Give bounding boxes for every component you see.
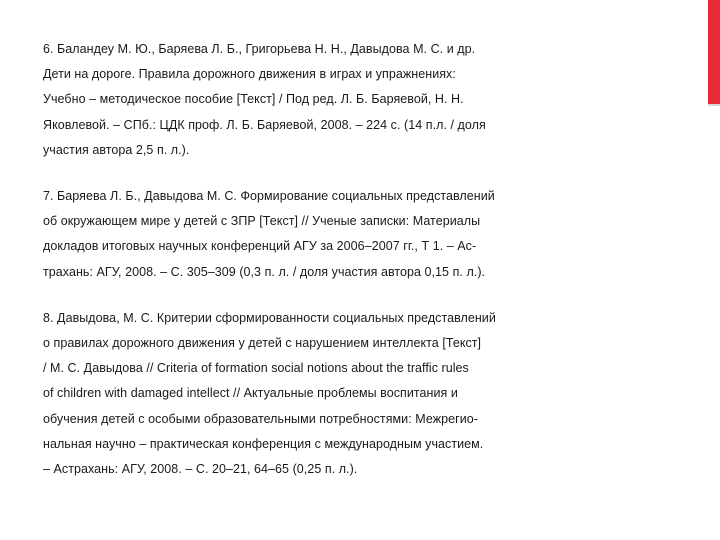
reference-line: of children with damaged intellect // Актуальные проблемы воспитания и [43,386,458,401]
reference-line: об окружающем мире у детей с ЗПР [Текст] // Ученые записки: Материалы [43,214,481,229]
accent-divider [708,104,720,106]
reference-line: докладов итоговых научных конференций АГУ за 2006–2007 гг., Т 1. – Ас- [43,239,477,254]
reference-item-6 [43,37,683,163]
reference-list [43,37,683,503]
reference-item-7 [43,184,683,285]
reference-line: 6. Баландеу М. Ю., Баряева Л. Б., Григорьева Н. Н., Давыдова М. С. и др. [43,42,476,56]
reference-line: – Астрахань: АГУ, 2008. – С. 20–21, 64–65 (0,25 п. л.). [43,462,358,477]
reference-line: 7. Баряева Л. Б., Давыдова М. С. Формирование социальных представлений [43,189,495,204]
reference-line: обучения детей с особыми образовательными потребностями: Межрегио- [43,411,478,426]
reference-line: Учебно – методическое пособие [Текст] / Под ред. Л. Б. Баряевой, Н. Н. [43,92,464,107]
reference-line: нальная научно – практическая конференция с международным участием. [43,436,484,451]
reference-line: участия автора 2,5 п. л.). [43,142,190,157]
accent-bar [708,0,720,104]
reference-line: трахань: АГУ, 2008. – С. 305–309 (0,3 п. л. / доля участия автора 0,15 п. л.). [43,264,486,279]
reference-line: / М. С. Давыдова // Criteria of formation social notions about the traffic rules [43,361,469,376]
reference-line: Дети на дороге. Правила дорожного движения в играх и упражнениях: [43,67,456,82]
reference-line: 8. Давыдова, М. С. Критерии сформированности социальных представлений [43,310,496,325]
reference-line: Яковлевой. – СПб.: ЦДК проф. Л. Б. Баряевой, 2008. – 224 с. (14 п.л. / доля [43,117,486,132]
reference-line: о правилах дорожного движения у детей с нарушением интеллекта [Текст] [43,336,482,351]
reference-item-8 [43,306,683,482]
